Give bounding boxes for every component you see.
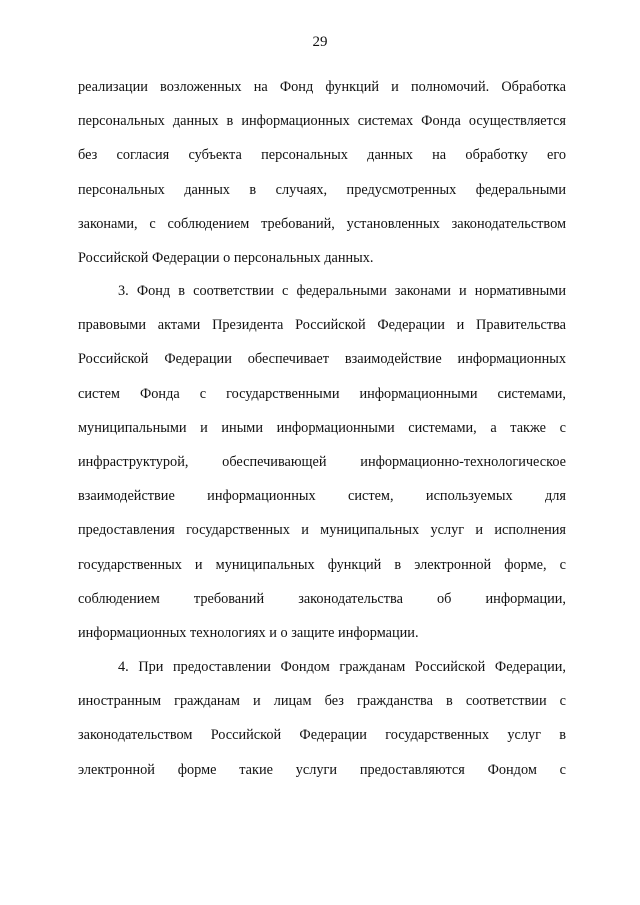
text-line: законами, с соблюдением требований, установленных законодательством <box>78 215 566 232</box>
text-line: государственных и муниципальных функций в электронной форме, с <box>78 556 566 573</box>
paragraph-1 <box>78 70 566 275</box>
text-line: электронной форме такие услуги предоставляются Фондом с <box>78 761 566 778</box>
text-line: реализации возложенных на Фонд функций и полномочий. Обработка <box>78 79 566 95</box>
text-line: Российской Федерации о персональных данных. <box>78 249 374 266</box>
text-line: соблюдением требований законодательства об информации, <box>78 590 566 607</box>
text-line: законодательством Российской Федерации государственных услуг в <box>78 727 566 744</box>
text-line: муниципальными и иными информационными системами, а также с <box>78 419 566 436</box>
text-line: 3. Фонд в соответствии с федеральными законами и нормативными <box>118 283 566 299</box>
page-number: 29 <box>312 34 328 50</box>
text-line: персональных данных в случаях, предусмотренных федеральными <box>78 181 566 198</box>
text-line: без согласия субъекта персональных данных на обработку его <box>78 147 566 164</box>
text-line: систем Фонда с государственными информационными системами, <box>78 385 566 402</box>
text-line: 4. При предоставлении Фондом гражданам Российской Федерации, <box>118 659 566 675</box>
text-line: Российской Федерации обеспечивает взаимодействие информационных <box>78 351 566 368</box>
text-line: информационных технологиях и о защите информации. <box>78 624 419 641</box>
text-line: правовыми актами Президента Российской Федерации и Правительства <box>78 317 566 334</box>
text-line: персональных данных в информационных системах Фонда осуществляется <box>78 113 566 130</box>
text-line: взаимодействие информационных систем, используемых для <box>78 488 566 505</box>
text-line: инфраструктурой, обеспечивающей информационно-технологическое <box>78 453 566 470</box>
paragraph-2 <box>78 274 566 650</box>
text-line: предоставления государственных и муниципальных услуг и исполнения <box>78 522 566 539</box>
text-line: иностранным гражданам и лицам без гражданства в соответствии с <box>78 693 566 710</box>
paragraph-3 <box>78 650 566 787</box>
